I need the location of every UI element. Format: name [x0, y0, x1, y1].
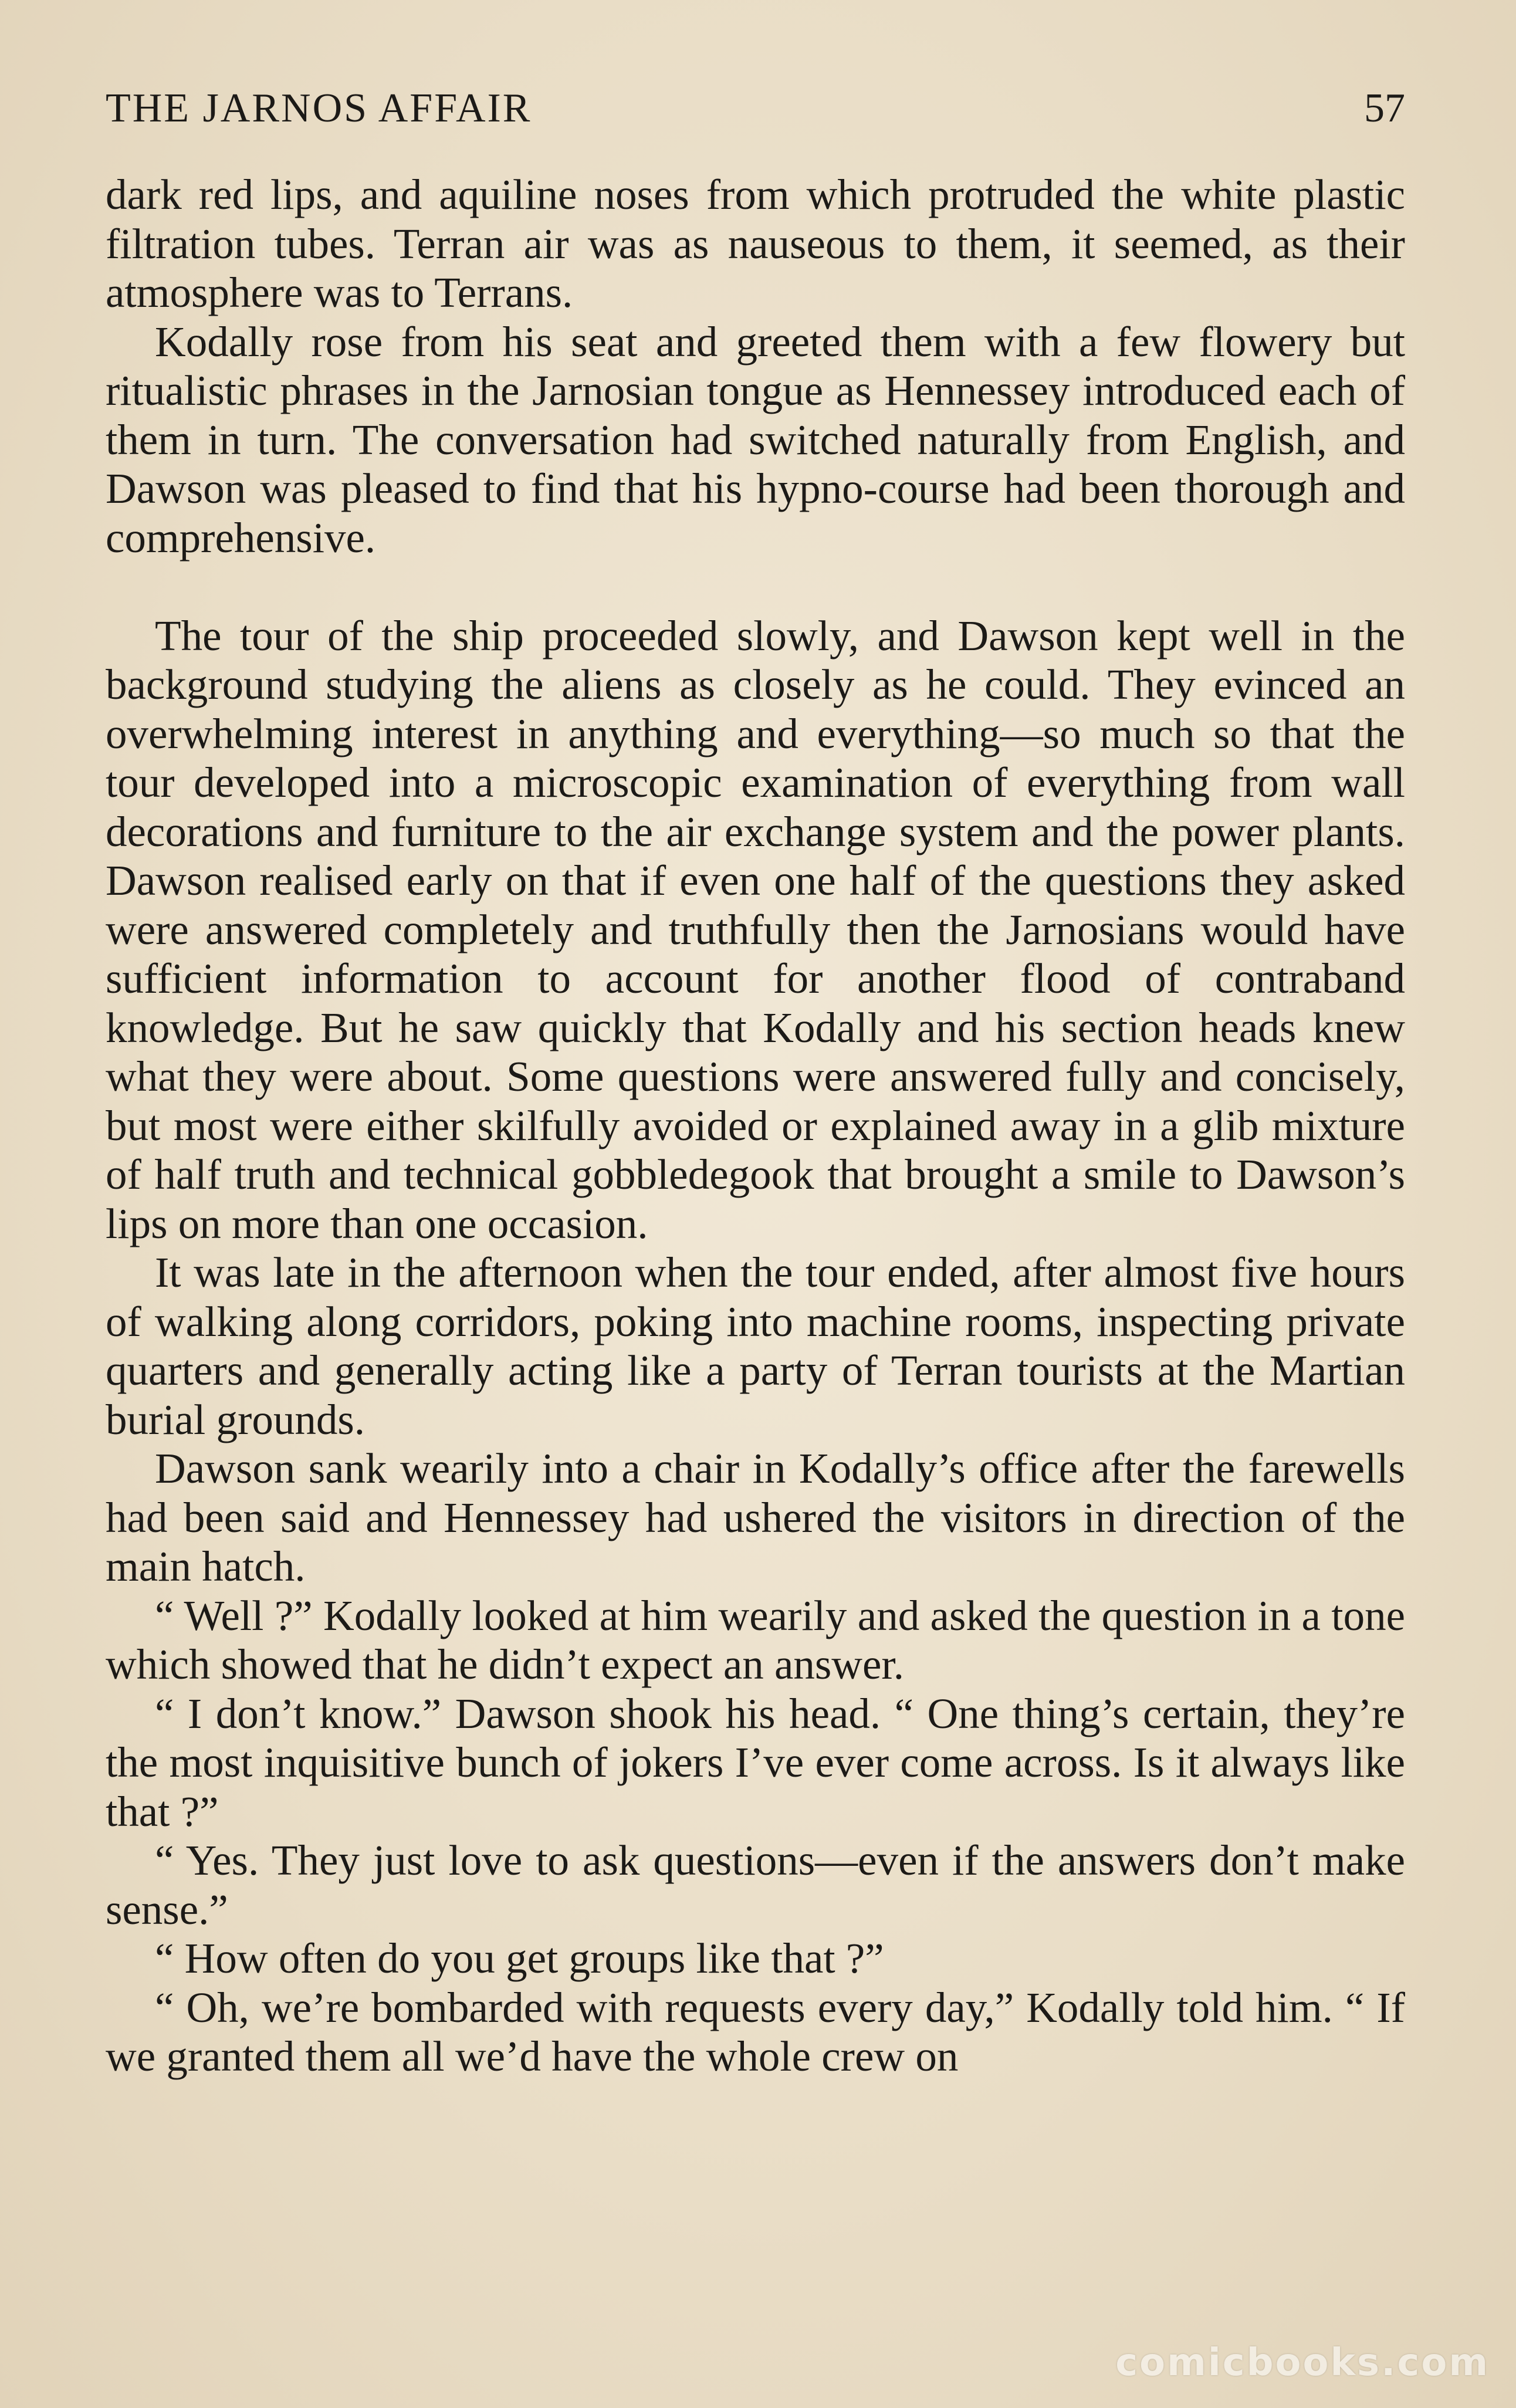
paragraph-9: “ How often do you get groups like that ?” — [155, 1934, 884, 1982]
paragraph-5: Dawson sank wearily into a chair in Kodally’s office after the farewells had been said and Hennessey had ushered the visitors in direction of the main hatch. — [106, 1445, 1405, 1590]
paragraph-2: Kodally rose from his seat and greeted them with a few flowery but ritualistic phrases in the Jarnosian tongue as Hennessey introduced each of them in turn. The conversation had switched naturally from English, and Dawson was pleased to find that his hypno-course had been thorough and comprehensive. — [106, 317, 1405, 562]
paragraph-6: “ Well ?” Kodally looked at him wearily and asked the question in a tone which showed that he didn’t expect an answer. — [106, 1591, 1405, 1688]
paragraph-3: The tour of the ship proceeded slowly, and Dawson kept well in the background studying the aliens as closely as he could. They evinced an overwhelming interest in anything and everything—so much so that the tour developed into a microscopic examination of everything from wall decorations and furniture to the air exchange system and the power plants. Dawson realised early on that if even one half of the questions they asked were answered completely and truthfully then the Jarnosians would have sufficient information to account for another flood of contraband knowledge. But he saw quickly that Kodally and his section heads knew what they were about. Some questions were answered fully and concisely, but most were either skilfully avoided or explained away in a glib mixture of half truth and technical gobbledegook that brought a smile to Dawson’s lips on more than one occasion. — [106, 611, 1405, 1247]
body-text — [106, 170, 1405, 2081]
page-number: 57 — [1364, 86, 1405, 131]
paragraph-8: “ Yes. They just love to ask questions—even if the answers don’t make sense.” — [106, 1837, 1405, 1933]
book-title: THE JARNOS AFFAIR — [106, 86, 532, 131]
book-page — [106, 88, 1405, 2376]
paragraph-4: It was late in the afternoon when the tour ended, after almost five hours of walking along corridors, poking into machine rooms, inspecting private quarters and generally acting like a party of Terran tourists at the Martian burial grounds. — [106, 1249, 1405, 1443]
paragraph-10: “ Oh, we’re bombarded with requests every day,” Kodally told him. “ If we granted them all we’d have the whole crew on — [106, 1983, 1405, 2080]
watermark: comicbooks.com — [1115, 2341, 1490, 2385]
paragraph-1: dark red lips, and aquiline noses from which protruded the white plastic filtration tubes. Terran air was as nauseous to them, it seemed, as their atmosphere was to Terrans. — [106, 171, 1405, 316]
paragraph-7: “ I don’t know.” Dawson shook his head. “ One thing’s certain, they’re the most inquisitive bunch of jokers I’ve ever come across. Is it always like that ?” — [106, 1689, 1405, 1835]
running-header — [106, 88, 1405, 129]
